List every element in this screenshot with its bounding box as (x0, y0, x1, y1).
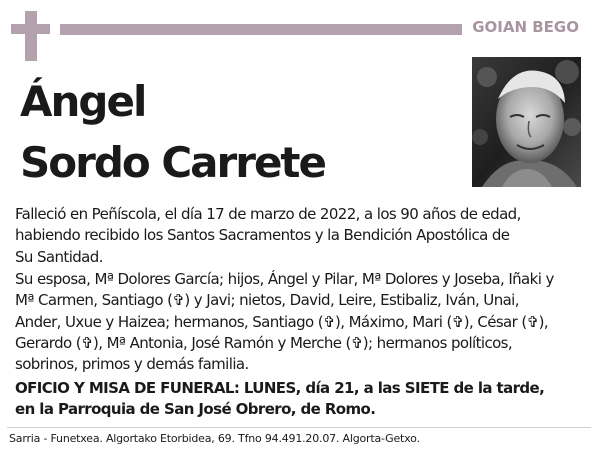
text-line: en la Parroquia de San José Obrero, de Romo. (15, 400, 376, 419)
deceased-surnames: Sordo Carrete (20, 138, 325, 187)
deceased-first-name: Ángel (20, 77, 146, 126)
funeral-info-paragraph (15, 378, 590, 421)
text-line: Gerardo (✞), Mª Antonia, José Ramón y Merche (✞); hermanos políticos, (15, 333, 513, 352)
cross-icon-vertical (25, 11, 37, 61)
brand-name: GOIAN BEGO (472, 18, 579, 36)
portrait-image (472, 57, 581, 187)
footer-divider (7, 427, 591, 428)
text-line: Ander, Uxue y Haizea; hermanos, Santiago (✞), Máximo, Mari (✞), César (✞), (15, 312, 549, 331)
cross-icon-horizontal (11, 24, 50, 34)
text-line: Falleció en Peñíscola, el día 17 de marzo de 2022, a los 90 años de edad, (15, 205, 521, 223)
text-line: Su esposa, Mª Dolores García; hijos, Ángel y Pilar, Mª Dolores y Joseba, Iñaki y (15, 270, 554, 288)
text-line: Mª Carmen, Santiago (✞) y Javi; nietos, David, Leire, Estibaliz, Iván, Unai, (15, 291, 519, 310)
portrait-photo (472, 57, 581, 187)
family-paragraph (15, 269, 590, 375)
text-line: habiendo recibido los Santos Sacramentos y la Bendición Apostólica de (15, 226, 510, 245)
text-line: Su Santidad. (15, 247, 103, 266)
header-bar (60, 24, 462, 35)
text-line: OFICIO Y MISA DE FUNERAL: LUNES, día 21, a las SIETE de la tarde, (15, 379, 545, 397)
text-line: sobrinos, primos y demás familia. (15, 355, 249, 374)
funeral-home-footer: Sarria - Funetxea. Algortako Etorbidea, 69. Tfno 94.491.20.07. Algorta-Getxo. (9, 432, 420, 445)
death-notice-paragraph (15, 204, 590, 268)
